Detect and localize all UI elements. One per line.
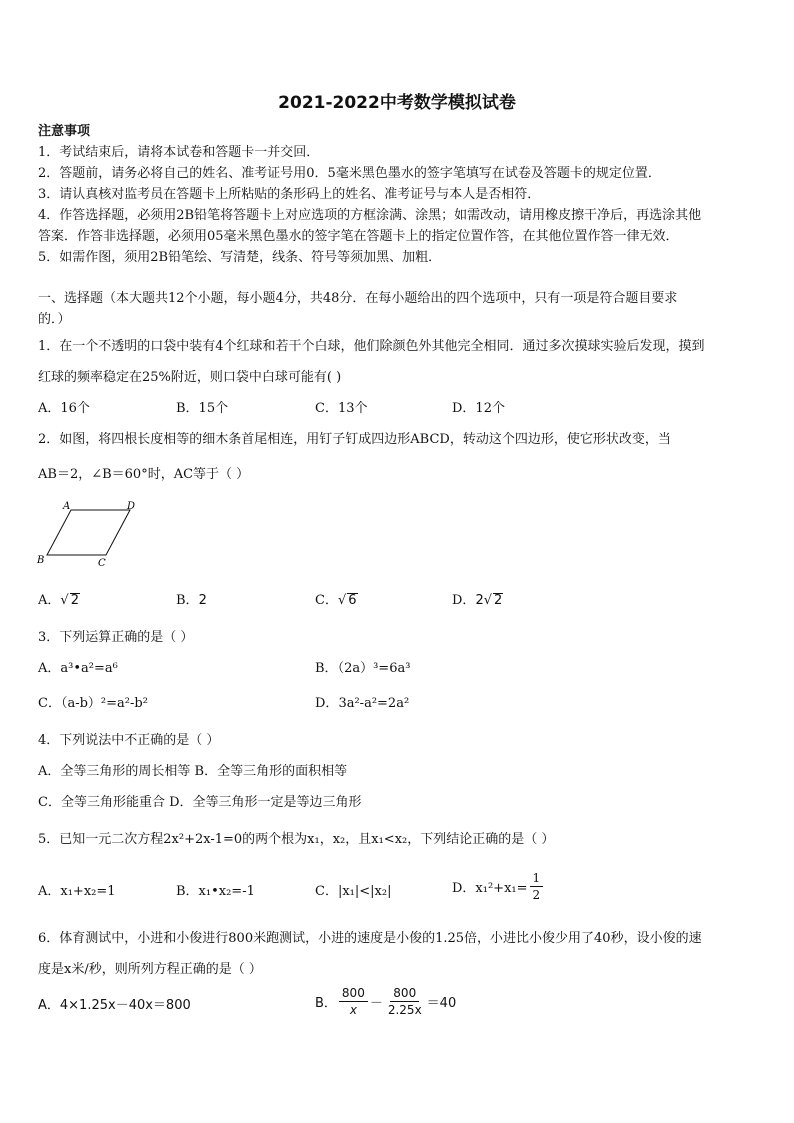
q1-option-c: C．13个	[315, 401, 368, 416]
q3-option-a: A．a³•a²=a⁶	[38, 661, 118, 676]
q6-option-a: A．4×1.25x－40x＝800	[38, 998, 191, 1013]
q2-option-d: D．2√ 2	[452, 593, 503, 608]
notice-item: 4．作答选择题，必须用2B铅笔将答题卡上对应选项的方框涂满、涂黑；如需改动，请用橡皮擦干净后，再选涂其他	[38, 208, 702, 223]
section-heading: 一、选择题（本大题共12个小题，每小题4分，共48分．在每小题给出的四个选项中，只有一项是符合题目要求	[38, 291, 678, 306]
q5-option-a: A．x₁+x₂=1	[38, 884, 116, 899]
q4-options-row1: A．全等三角形的周长相等 B．全等三角形的面积相等	[38, 764, 348, 779]
notice-item: 答案．作答非选择题，必须用05毫米黑色墨水的签字笔在答题卡上的指定位置作答，在其他位置作答一律无效．	[38, 229, 679, 244]
rhombus-figure	[34, 496, 144, 572]
q5-option-c: C．|x₁|<|x₂|	[315, 884, 392, 899]
q2-option-c: C．√ 6	[315, 593, 357, 608]
q2-option-b: B．2	[176, 593, 207, 608]
vertex-label-b: B	[37, 555, 45, 566]
q1-option-a: A．16个	[38, 401, 90, 416]
q4-stem: 4．下列说法中不正确的是（ ）	[38, 733, 220, 748]
q1-option-d: D．12个	[452, 401, 505, 416]
page-title: 2021-2022中考数学模拟试卷	[278, 93, 516, 113]
notice-item: 3．请认真核对监考员在答题卡上所粘贴的条形码上的姓名、准考证号与本人是否相符．	[38, 187, 541, 202]
q3-option-d: D．3a²-a²=2a²	[315, 696, 410, 711]
notice-item: 2．答题前，请务必将自己的姓名、准考证号用0．5毫米黑色墨水的签字笔填写在试卷及答题卡的规定位置．	[38, 166, 661, 181]
q5-stem: 5．已知一元二次方程2x²+2x-1=0的两个根为x₁，x₂，且x₁<x₂，下列结论正确的是（ ）	[38, 832, 555, 847]
q4-options-row2: C．全等三角形能重合 D．全等三角形一定是等边三角形	[38, 795, 362, 810]
q6-stem: 6．体育测试中，小进和小俊进行800米跑测试，小进的速度是小俊的1.25倍，小进比小俊少用了40秒，设小俊的速	[38, 931, 702, 946]
q1-stem-cont: 红球的频率稳定在25%附近，则口袋中白球可能有( )	[38, 370, 342, 385]
q5-option-b: B．x₁•x₂=-1	[176, 884, 255, 899]
q6-option-b: B． $\frac{800}{x}$ － $\frac{800}{2.25x}$ ＝40	[315, 985, 457, 1017]
q2-option-a: A．√ 2	[38, 593, 79, 608]
notice-item: 1．考试结束后，请将本试卷和答题卡一并交回．	[38, 145, 320, 160]
q5-option-d: D．x₁²+x₁= $\frac{1}{2}$	[452, 866, 545, 906]
section-heading-cont: 的．）	[38, 312, 71, 327]
notice-item: 5．如需作图，须用2B铅笔绘、写清楚，线条、符号等须加黑、加粗．	[38, 250, 442, 265]
q6-stem-cont: 度是x米/秒，则所列方程正确的是（ ）	[38, 962, 262, 977]
q2-stem-cont: AB＝2，∠B＝60°时，AC等于（ ）	[38, 467, 250, 482]
q3-option-b: B．（2a）³=6a³	[315, 661, 411, 676]
q3-option-c: C．（a-b）²=a²-b²	[38, 696, 148, 711]
q1-stem: 1．在一个不透明的口袋中装有4个红球和若干个白球，他们除颜色外其他完全相同．通过多次摸球实验后发现，摸到	[38, 339, 705, 354]
vertex-label-a: A	[63, 501, 71, 512]
rhombus-shape	[47, 510, 130, 555]
vertex-label-c: C	[98, 558, 106, 569]
q3-stem: 3．下列运算正确的是（ ）	[38, 630, 194, 645]
notice-heading: 注意事项	[38, 124, 91, 139]
q2-stem: 2．如图，将四根长度相等的细木条首尾相连，用钉子钉成四边形ABCD，转动这个四边形，使它形状改变，当	[38, 432, 671, 447]
q1-option-b: B．15个	[176, 401, 229, 416]
vertex-label-d: D	[127, 501, 136, 512]
